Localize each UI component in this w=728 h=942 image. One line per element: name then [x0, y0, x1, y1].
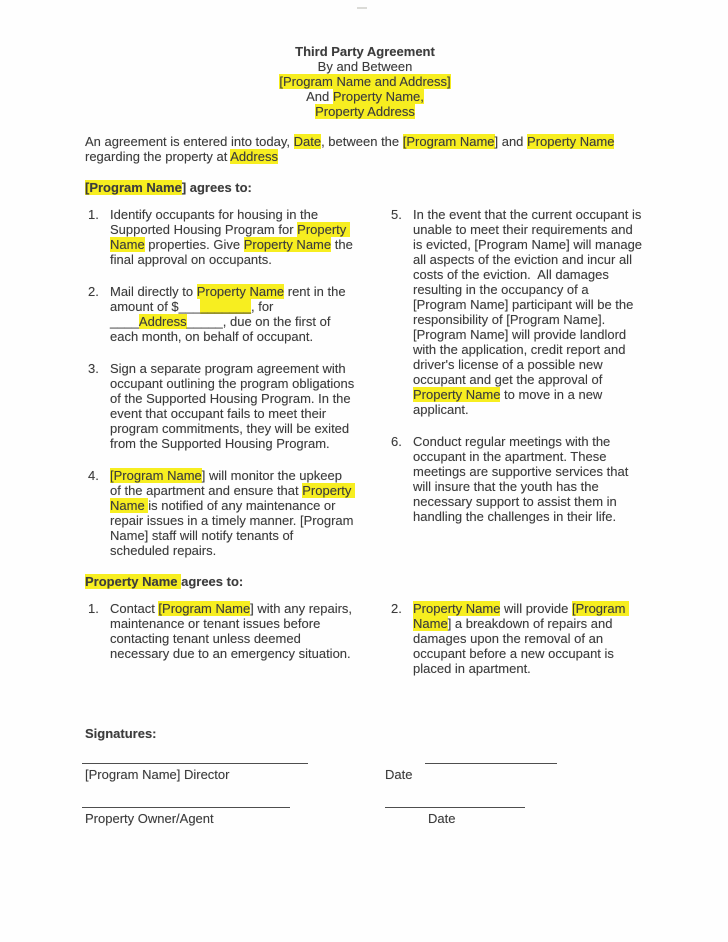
list-item-text [413, 434, 645, 524]
list-item-text [110, 361, 358, 451]
list-item-text [110, 207, 355, 267]
text-segment: In the event that the current occupant is unable to meet their requirements and is evicted, [Program Name] will manage all aspects of the eviction and incur all costs of the eviction. All damages resulting in the occupancy of a [Program Name] participant will be the responsibility of [Program Name]. [Program Name] will provide landlord with the application, credit report and driver's license of a possible new occupant and get the approval of [413, 207, 646, 387]
property-agrees-list [85, 601, 645, 676]
property-agrees-heading [85, 574, 645, 589]
text-segment: agrees to: [181, 574, 244, 589]
numbered-list-item [388, 601, 645, 676]
program-list-right-column [388, 207, 645, 524]
list-item-number: 4. [88, 468, 99, 483]
document-header [85, 44, 645, 119]
highlighted-placeholder: Property Name [110, 222, 350, 252]
text-segment: to move in a new applicant. [413, 387, 606, 417]
text-segment: is notified of any maintenance or repair issues in a timely manner. [Program Name] staff will notify tenants of scheduled repairs. [110, 498, 358, 558]
list-item-number: 2. [391, 601, 402, 616]
header-line [85, 104, 645, 119]
program-agrees-list [85, 207, 645, 558]
numbered-list-item [85, 361, 358, 451]
signature-row-owner [85, 807, 645, 826]
highlighted-placeholder: [Program Name [158, 601, 251, 616]
text-segment: , for ____ [110, 299, 278, 329]
text-segment: By and Between [317, 59, 413, 74]
text-segment: Third Party Agreement [295, 44, 435, 59]
highlighted-placeholder: Property Address [315, 104, 415, 119]
text-segment: Contact [110, 601, 159, 616]
list-item-text [413, 601, 645, 676]
highlighted-placeholder: Property Name [196, 284, 285, 299]
program-director-signature-field [85, 763, 385, 782]
text-segment: ] a breakdown of repairs and damages upon the removal of an occupant before a new occupant is placed in apartment. [413, 616, 618, 676]
text-segment: properties. Give [144, 237, 244, 252]
text-segment: regarding the property at [85, 134, 619, 164]
header-line [85, 89, 645, 104]
list-item-number: 1. [88, 207, 99, 222]
highlighted-placeholder: Property Name [85, 574, 182, 589]
intro-paragraph [85, 134, 645, 164]
highlighted-placeholder: Property Name [243, 237, 332, 252]
text-segment: will provide [500, 601, 572, 616]
director-date-field [385, 763, 557, 782]
property-list-left-column [85, 601, 355, 661]
text-segment: And [306, 89, 333, 104]
scan-artifact [357, 7, 367, 9]
list-item-text [110, 284, 355, 344]
list-item-number: 2. [88, 284, 99, 299]
list-item-text [110, 468, 358, 558]
property-owner-signature-field [85, 807, 385, 826]
highlighted-placeholder: _______ [200, 299, 251, 314]
text-segment: , between the [321, 134, 403, 149]
text-segment: _____, due on the first of each month, on behalf of occupant. [110, 314, 335, 344]
highlighted-placeholder: [Program Name and Address] [279, 74, 451, 89]
highlighted-placeholder: Address [230, 149, 278, 164]
owner-date-field [385, 807, 525, 826]
program-agrees-heading [85, 180, 645, 195]
highlighted-placeholder: Property Name, [332, 89, 424, 104]
text-segment: Conduct regular meetings with the occupant in the apartment. These meetings are supportive services that will insure that the youth has the necessary support to assist them in handling the challenges in their life. [413, 434, 632, 524]
numbered-list-item [388, 207, 645, 417]
text-segment: Mail directly to [110, 284, 197, 299]
highlighted-placeholder: [Program Name [85, 180, 182, 195]
signature-label: [Program Name] Director [85, 767, 230, 782]
list-item-number: 5. [391, 207, 402, 222]
highlighted-placeholder: Property Name [413, 387, 501, 402]
list-item-number: 3. [88, 361, 99, 376]
highlighted-placeholder: Property Name [527, 134, 615, 149]
signature-row-director [85, 763, 645, 782]
list-item-text [413, 207, 645, 417]
highlighted-placeholder: [Program Name [413, 601, 630, 631]
program-list-left-column [85, 207, 358, 558]
text-segment: Identify occupants for housing in the Supported Housing Program for [110, 207, 322, 237]
header-line [85, 74, 645, 89]
text-segment: Sign a separate program agreement with occupant outlining the program obligations of the Supported Housing Program. In the event that occupant fails to meet their program commitments, they will be exited from the Supported Housing Program. [110, 361, 358, 451]
date-line [425, 763, 557, 764]
numbered-list-item [85, 601, 355, 661]
signature-line [82, 763, 308, 764]
list-item-number: 6. [391, 434, 402, 449]
date-line [385, 807, 525, 808]
text-segment: ] will monitor the upkeep of the apartment and ensure that [110, 468, 346, 498]
header-line [85, 59, 645, 74]
list-item-text [110, 601, 355, 661]
highlighted-placeholder: Property Name [413, 601, 501, 616]
signature-line [82, 807, 290, 808]
signatures-section [85, 726, 645, 826]
header-line [85, 44, 645, 59]
text-segment: the final approval on occupants. [110, 237, 357, 267]
highlighted-placeholder: Date [293, 134, 322, 149]
numbered-list-item [85, 284, 355, 344]
text-segment: ] and [494, 134, 528, 149]
text-segment: rent in the amount of $ [110, 284, 350, 314]
numbered-list-item [85, 207, 355, 267]
property-list-right-column [388, 601, 645, 676]
signatures-heading: Signatures: [85, 726, 157, 741]
date-label: Date [428, 811, 456, 826]
text-segment: ___ [178, 299, 201, 314]
signature-label: Property Owner/Agent [85, 811, 214, 826]
numbered-list-item [388, 434, 645, 524]
list-item-number: 1. [88, 601, 99, 616]
highlighted-placeholder: Property Name [110, 483, 356, 513]
numbered-list-item [85, 468, 358, 558]
highlighted-placeholder: [Program Name [110, 468, 202, 483]
text-segment: An agreement is entered into today, [85, 134, 294, 149]
highlighted-placeholder: [Program Name [402, 134, 495, 149]
text-segment: ] with any repairs, maintenance or tenant issues before contacting tenant unless deemed necessary due to an emergency situation. [110, 601, 356, 661]
date-label: Date [385, 767, 413, 782]
highlighted-placeholder: Address [138, 314, 187, 329]
text-segment: ] agrees to: [181, 180, 252, 195]
